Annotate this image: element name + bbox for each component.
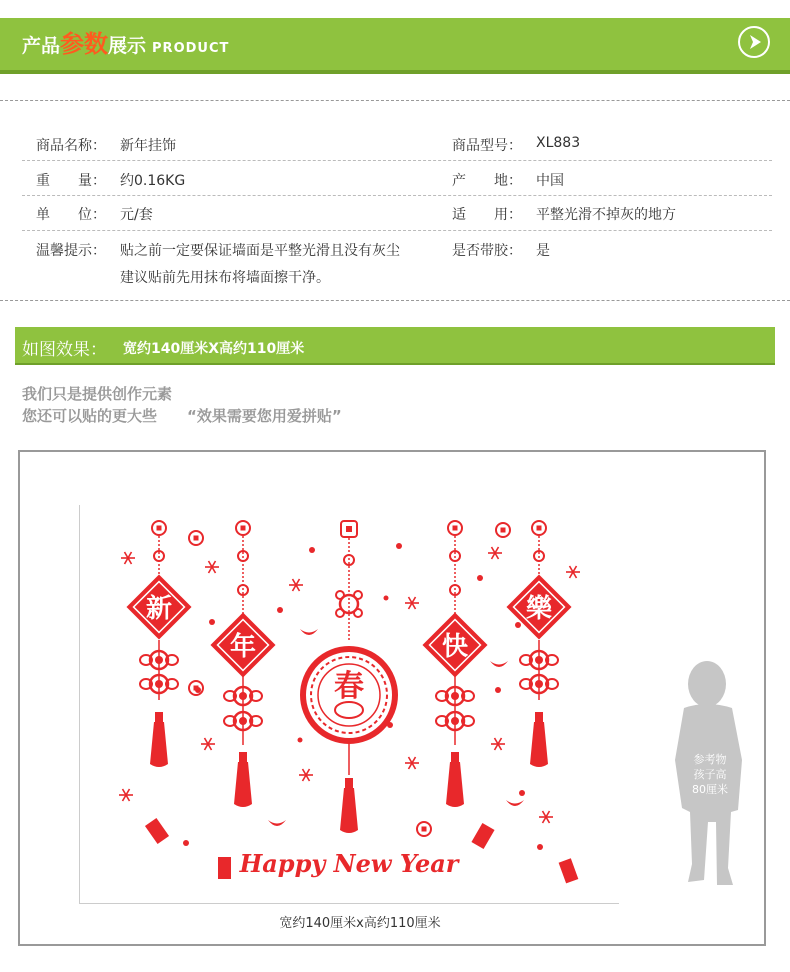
param-value: XL883 [536, 135, 581, 151]
hanging-ornament-chun [303, 521, 395, 833]
char-nian: 年 [229, 632, 257, 662]
hanging-ornament-nian [210, 521, 275, 807]
param-label: 商品型号： [452, 138, 522, 154]
slogan-line1: 我们只是提供创作元素 [22, 385, 173, 403]
slogan-quote: “效果需要您用爱拼贴” [187, 407, 342, 425]
param-label: 重 量： [36, 173, 106, 189]
happy-new-year-text: Happy New Year [239, 849, 459, 878]
param-label: 适 用： [452, 207, 522, 223]
child-label-line: 80厘米 [692, 783, 728, 796]
param-value: 中国 [536, 173, 564, 189]
char-le: 樂 [525, 594, 553, 624]
param-value: 约0.16KG [120, 173, 186, 189]
char-xin: 新 [145, 594, 173, 624]
child-label-line: 孩子高 [693, 768, 727, 781]
effect-label: 如图效果： [22, 340, 107, 360]
slogan-text: 您还可以贴的更大些 [22, 407, 158, 425]
title-sub: PRODUCT [152, 41, 230, 56]
param-value: 平整光滑不掉灰的地方 [536, 207, 676, 223]
effect-value: 宽约140厘米X高约110厘米 [123, 341, 305, 357]
title-pre: 产品 [22, 35, 61, 57]
title-post: 展示 [108, 35, 147, 57]
param-label: 商品名称： [36, 138, 106, 154]
param-value: 新年挂饰 [120, 138, 176, 154]
child-reference-label [683, 752, 737, 797]
param-value: 贴之前一定要保证墙面是平整光滑且没有灰尘 [120, 243, 400, 259]
hanging-ornament-xin [126, 521, 191, 767]
param-label: 温馨提示： [36, 243, 106, 259]
hanging-ornament-kuai [422, 521, 487, 807]
param-value-line2: 建议贴前先用抹布将墙面擦干净。 [120, 270, 330, 286]
param-value: 元/套 [120, 207, 153, 223]
param-label: 是否带胶： [452, 243, 522, 259]
param-value: 是 [536, 243, 550, 259]
child-label-line: 参考物 [693, 753, 727, 766]
char-kuai: 快 [441, 632, 469, 662]
param-label: 产 地： [452, 173, 522, 189]
gold-ingot-icons [268, 629, 524, 826]
param-label: 单 位： [36, 207, 106, 223]
size-caption: 宽约140厘米x高约110厘米 [279, 916, 441, 931]
char-chun: 春 [334, 669, 364, 704]
hanging-ornament-le [506, 521, 571, 767]
title-highlight: 参数 [60, 30, 109, 58]
